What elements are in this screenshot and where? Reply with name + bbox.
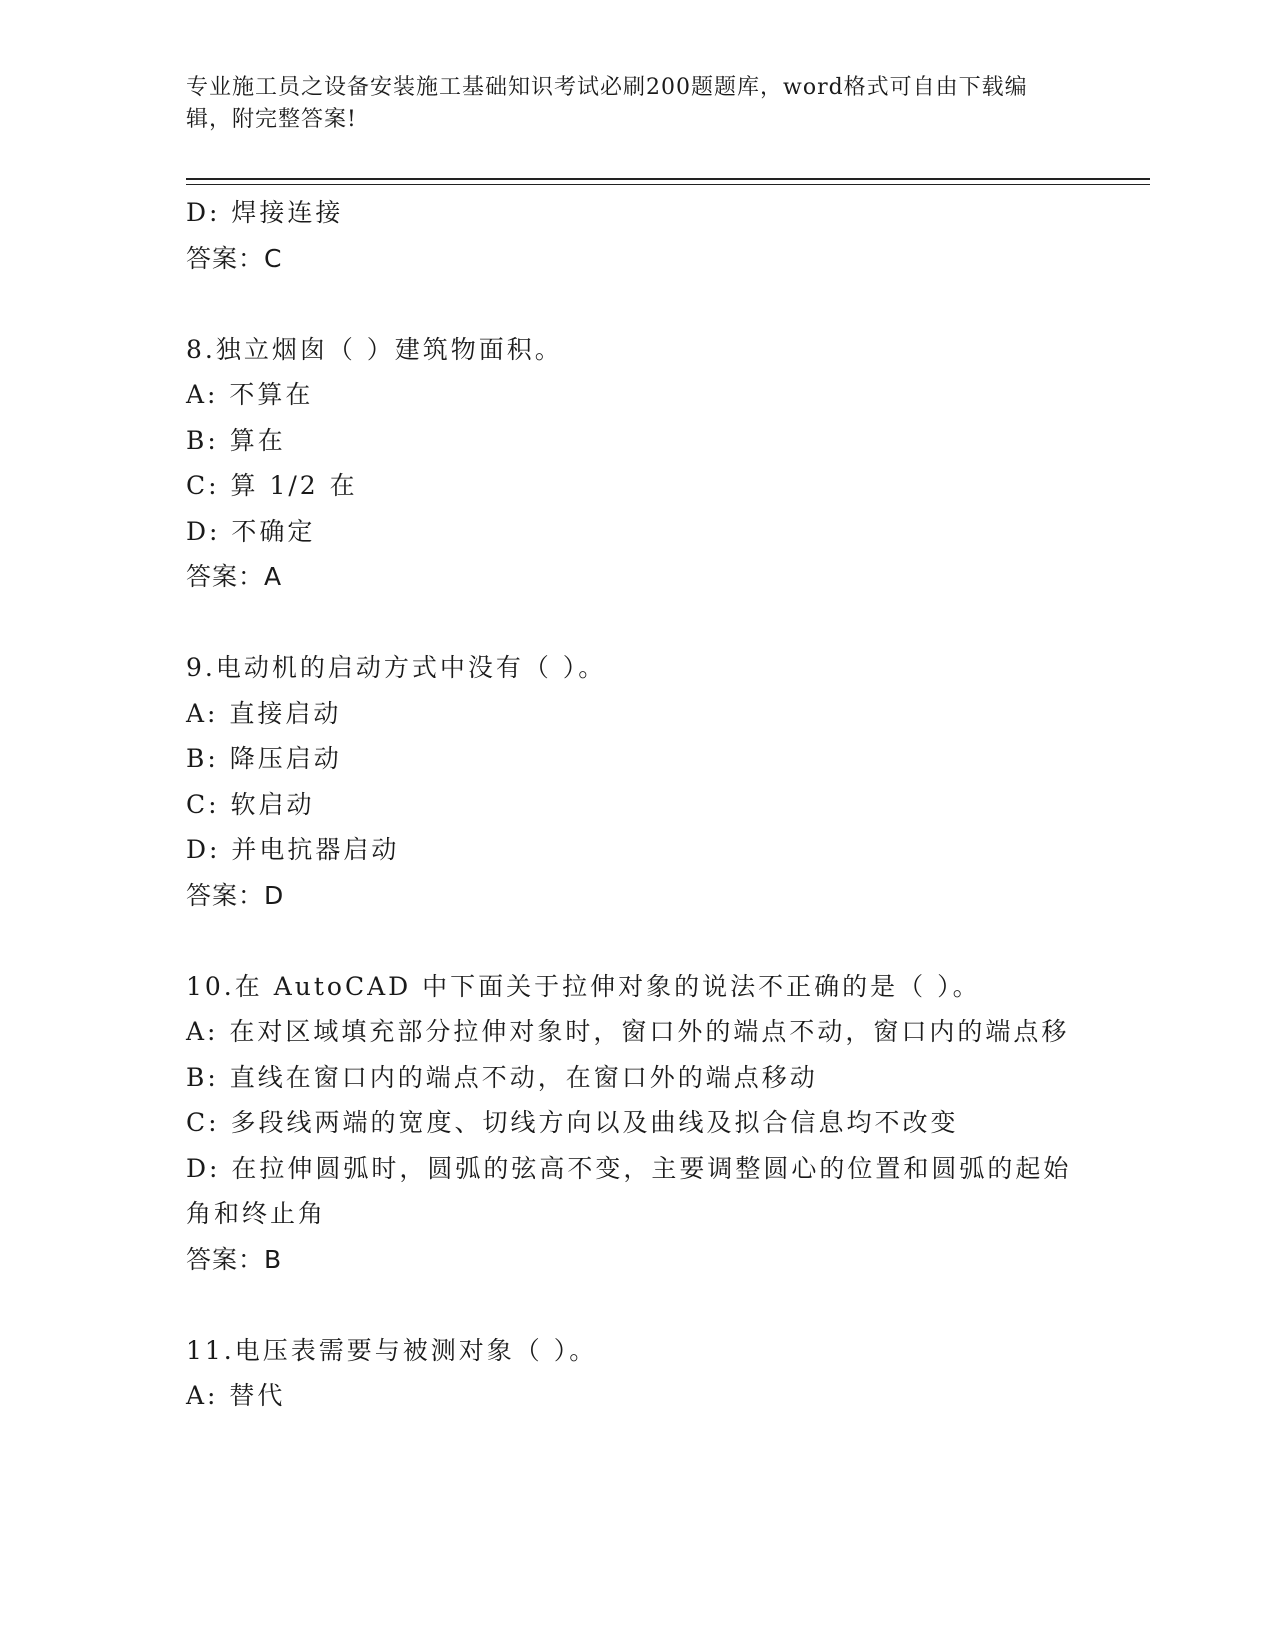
spacer [186,1282,1086,1328]
page-header: 专业施工员之设备安装施工基础知识考试必刷200题题库，word格式可自由下载编辑，附完整答案! [186,75,1028,132]
option-line: D: 焊接连接 [186,198,344,227]
option-line: C: 软启动 [186,789,315,819]
option-line: A: 替代 [186,1381,286,1410]
option-line: A: 直接启动 [186,698,342,728]
option-line: C: 多段线两端的宽度、切线方向以及曲线及拟合信息均不改变 [186,1108,959,1137]
option-line: B: 降压启动 [186,744,342,773]
answer-line: 答案：B [186,1244,283,1274]
answer-line: 答案：C [186,243,283,273]
answer-line: 答案：D [186,880,285,910]
option-line: D: 不确定 [186,516,316,546]
question-stem: 11.电压表需要与被测对象（ ）。 [186,1335,598,1365]
spacer [186,600,1086,646]
spacer [186,918,1086,964]
question-stem: 10.在 AutoCAD 中下面关于拉伸对象的说法不正确的是（ ）。 [186,971,981,1001]
header-divider [186,178,1150,185]
option-line: A: 不算在 [186,380,314,409]
option-line: D: 在拉伸圆弧时，圆弧的弦高不变，主要调整圆心的位置和圆弧的起始角和终止角 [186,1153,1072,1228]
option-line: B: 直线在窗口内的端点不动，在窗口外的端点移动 [186,1062,818,1092]
question-stem: 8.独立烟囱（ ）建筑物面积。 [186,334,563,364]
answer-line: 答案：A [186,562,283,591]
option-line: A: 在对区域填充部分拉伸对象时，窗口外的端点不动，窗口内的端点移 [186,1017,1070,1046]
spacer [186,281,1086,327]
question-list [186,190,1086,1419]
option-line: B: 算在 [186,425,286,455]
question-stem: 9.电动机的启动方式中没有（ ）。 [186,653,607,682]
option-line: D: 并电抗器启动 [186,835,400,864]
option-line: C: 算 1/2 在 [186,471,358,500]
